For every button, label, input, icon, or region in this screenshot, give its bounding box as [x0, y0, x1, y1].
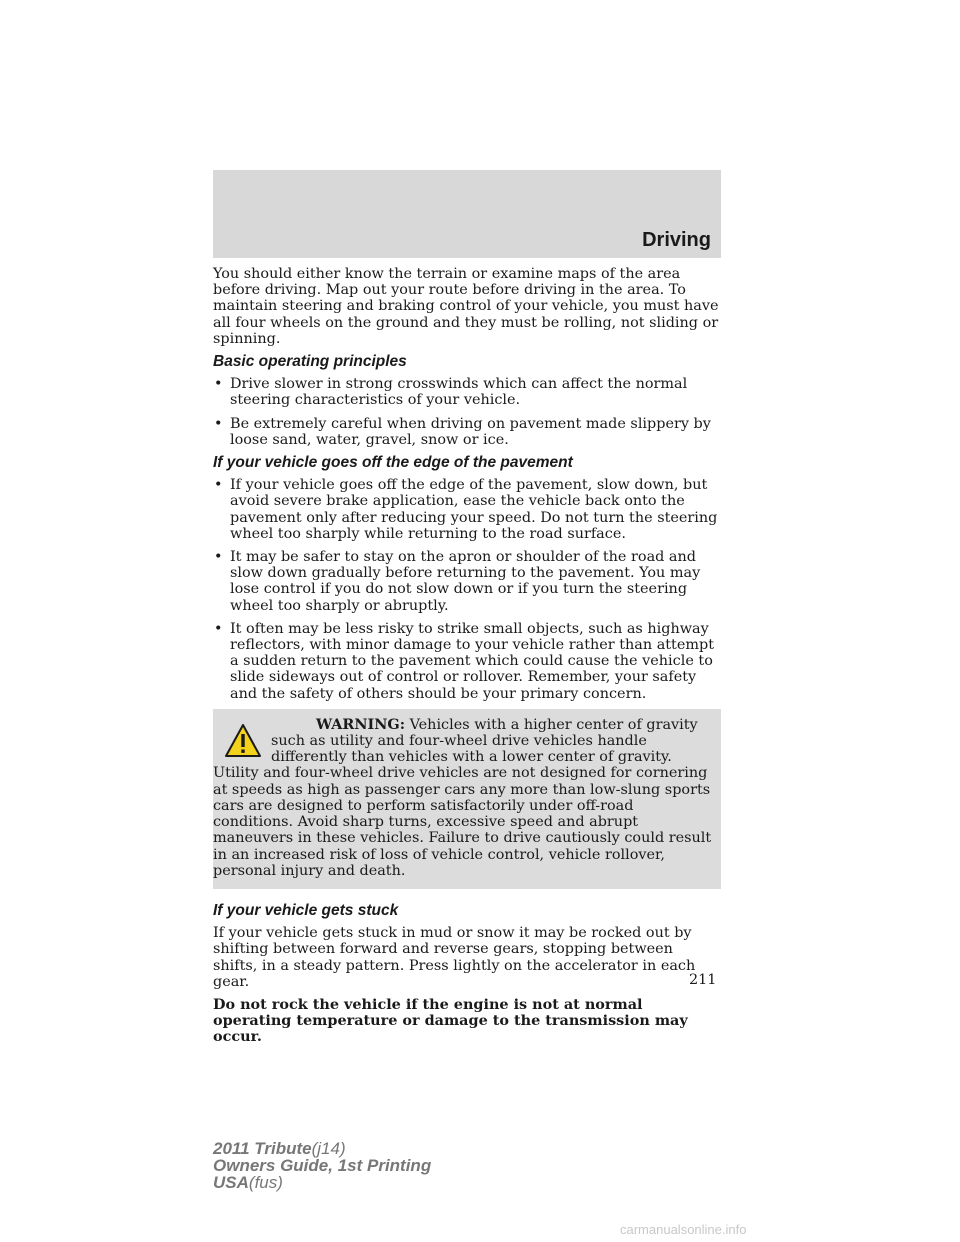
warning-label: WARNING: — [316, 715, 406, 733]
list-item: • It often may be less risky to strike small objects, such as highway reflectors, with minor damage to your vehicle rather than attempt a sudden return to the pavement which could cause the vehicle to slide sideways out of control or rollover. Remember, your safety and the safety of others should be your primary concern. — [214, 620, 714, 702]
stuck-paragraph: If your vehicle gets stuck in mud or snow it may be rocked out by shifting between forward and reverse gears, stopping between shifts, in a steady pattern. Press lightly on the accelerator in each gear. — [213, 925, 696, 990]
section-title: Driving — [642, 229, 711, 251]
footer-line-2: Owners Guide, 1st Printing — [213, 1156, 432, 1175]
basic-principles-heading: Basic operating principles — [213, 353, 407, 371]
list-item: • It may be safer to stay on the apron or shoulder of the road and slow down gradually before returning to the pavement. You may lose control if you do not slow down or if you turn the steering wheel too sharply or abruptly. — [214, 549, 701, 614]
list-item: • Drive slower in strong crosswinds which can affect the normal steering characteristics of your vehicle. — [214, 376, 688, 409]
list-item: • If your vehicle goes off the edge of the pavement, slow down, but avoid severe brake application, ease the vehicle back onto the pavement only after reducing your speed. Do not turn the steering wheel too sharply while returning to the road surface. — [214, 477, 718, 542]
bullet-icon: • — [214, 376, 223, 393]
list-item: • Be extremely careful when driving on pavement made slippery by loose sand, water, gravel, snow or ice. — [214, 415, 711, 448]
section-header-band — [213, 170, 721, 258]
off-edge-list — [213, 477, 721, 702]
page-number: 211 — [689, 972, 717, 988]
footer-line-1: 2011 Tribute(j14) — [213, 1139, 346, 1158]
footer-line-3: USA(fus) — [213, 1173, 283, 1192]
intro-paragraph: You should either know the terrain or examine maps of the area before driving. Map out your route before driving in the area. To maintain steering and braking control of your vehicle, you must have all four wheels on the ground and they must be rolling, not sliding or spinning. — [213, 266, 719, 347]
warning-triangle-icon — [223, 721, 263, 761]
basic-principles-list — [213, 376, 721, 448]
off-edge-heading: If your vehicle goes off the edge of the pavement — [213, 454, 573, 472]
bullet-icon: • — [214, 620, 223, 637]
warning-box — [213, 709, 721, 889]
warning-text: Vehicles with a higher center of gravity such as utility and four-wheel drive vehicles handle differently than vehicles with a lower center of gravity. Utility and four-wheel drive vehicles are not designed for cornering at speeds as high as passenger cars any more than low-slung sports cars are designed to perform satisfactorily under off-road conditions. Avoid sharp turns, excessive speed and abrupt maneuvers in these vehicles. Failure to drive cautiously could result in an increased risk of loss of vehicle control, vehicle rollover, personal injury and death. — [213, 716, 712, 879]
page-content — [213, 266, 721, 1053]
bullet-icon: • — [214, 415, 223, 432]
stuck-heading: If your vehicle gets stuck — [213, 901, 399, 919]
bullet-icon: • — [214, 549, 223, 566]
footer-imprint — [213, 1140, 431, 1191]
watermark: carmanualsonline.info — [620, 1222, 747, 1237]
bullet-icon: • — [214, 477, 223, 494]
stuck-caution: Do not rock the vehicle if the engine is not at normal operating temperature or damage to the transmission may occur. — [213, 995, 688, 1046]
